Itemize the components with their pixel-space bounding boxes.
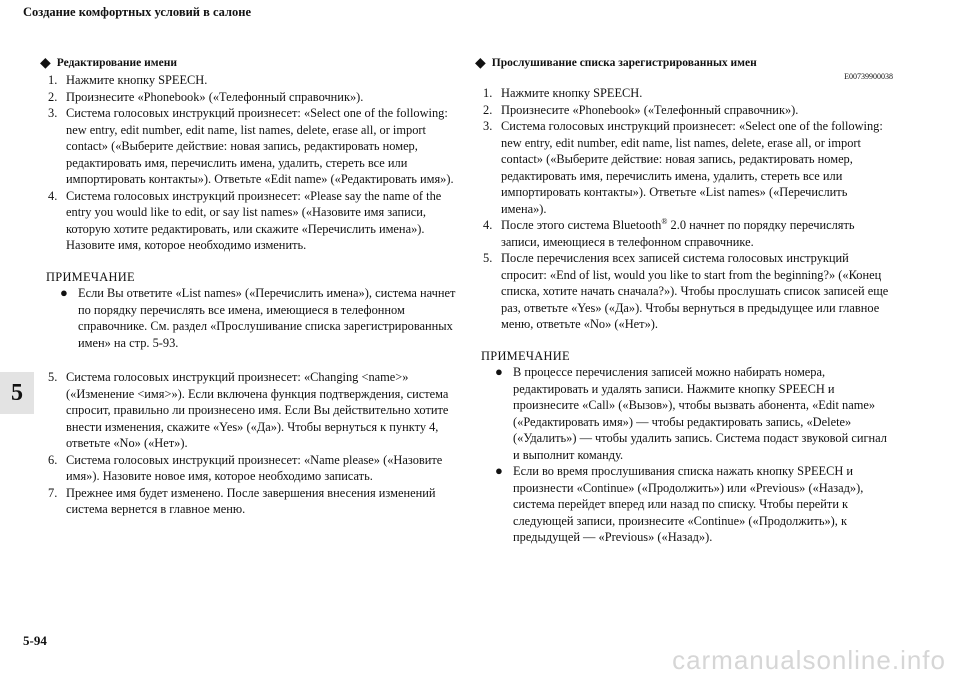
step-number: 3. <box>48 106 58 120</box>
page-number: 5-94 <box>23 633 47 648</box>
step-text: Система голосовых инструкций произнесет: «Please say the name of the entry you would like to edit, or say list names» («Назовите имя записи, которую хотите редактировать, или скажите «Перечислить имена»). Назовите имя, которое необходимо изменить. <box>66 188 442 252</box>
list-item <box>48 188 458 254</box>
list-item <box>48 485 458 518</box>
list-item <box>48 452 458 485</box>
step-number: 5. <box>483 251 493 265</box>
step-text: Система голосовых инструкций произнесет: «Select one of the following: new entry, edit number, edit name, list names, delete, erase all, or import contact» («Выберите действие: новая запись, редактировать номер, редактировать имя, перечислить имена, удалить, стереть все или импортировать контакты»). Ответьте «List names» («Перечислить имена»). <box>501 119 883 216</box>
step-text: Система голосовых инструкций произнесет: «Name please» («Назовите имя»). Назовите новое имя, которое необходимо записать. <box>66 452 443 483</box>
list-item <box>48 105 458 188</box>
note-text: Если во время прослушивания списка нажать кнопку SPEECH и произнести «Continue» («Продолжить») или «Previous» («Назад»), система перейдет вперед или назад по списку. Чтобы перейти к следующей записи, произнесите «Continue» («Продолжить»), к предыдущей — «Previous» («Назад»). <box>513 464 864 544</box>
list-item <box>48 72 458 89</box>
note-text: Если Вы ответите «List names» («Перечислить имена»), система начнет по порядку перечислять все имена, имеющиеся в телефонном справочнике. См. раздел «Прослушивание списка зарегистрированных имен» на стр. 5-93. <box>78 286 456 350</box>
step-text-part: 2.0 начнет по порядку перечислять записи, имеющиеся в телефонном справочнике. <box>501 218 855 249</box>
registered-mark: ® <box>661 216 668 226</box>
step-text: Система голосовых инструкций произнесет: «Changing <name>» («Изменение <имя>»). Если включена функция подтверждения, система спросит, правильно ли произнесено имя. Если Вы действительно хотите внести изменения, скажите «Yes» («Да»). Чтобы вернуться к пункту 4, ответьте «No» («Нет»). <box>66 370 449 450</box>
section-title-list-names <box>475 55 895 81</box>
note-bullet <box>60 285 458 351</box>
list-item <box>483 250 895 333</box>
step-number: 5. <box>48 370 58 384</box>
section-code: E00739900038 <box>844 72 893 81</box>
step-text: Прежнее имя будет изменено. После завершения внесения изменений система вернется в главное меню. <box>66 485 436 516</box>
step-text: Произнесите «Phonebook» («Телефонный справочник»). <box>501 102 799 117</box>
step-text-part: После этого система Bluetooth <box>501 218 662 232</box>
diamond-icon: ◆ <box>475 56 486 71</box>
list-item <box>483 118 895 217</box>
bullet-icon: ● <box>495 364 503 379</box>
list-item <box>48 369 458 452</box>
chapter-tab <box>0 372 34 414</box>
step-number: 2. <box>48 89 58 104</box>
note-title: ПРИМЕЧАНИЕ <box>481 348 570 363</box>
page-header: Создание комфортных условий в салоне <box>23 5 252 19</box>
step-number: 4. <box>48 188 58 203</box>
note-bullet <box>495 364 895 463</box>
bullet-icon: ● <box>495 463 503 478</box>
step-text: Нажмите кнопку SPEECH. <box>501 86 643 100</box>
step-number: 3. <box>483 119 493 133</box>
watermark: carmanualsonline.info <box>672 645 946 675</box>
section-title-edit-name <box>40 55 458 72</box>
list-item <box>483 217 895 250</box>
step-text: После перечисления всех записей система голосовых инструкций спросит: «End of list, would you like to start from the beginning?» («Конец списка, хотите начать сначала?»). Чтобы прослушать список записей еще раз, ответьте «Yes» («Да»). Чтобы вернуться в предыдущее или главное меню, ответьте «No» («Нет»). <box>501 251 889 331</box>
step-number: 4. <box>483 218 493 232</box>
step-number: 1. <box>483 86 493 100</box>
left-column <box>40 55 458 518</box>
step-number: 7. <box>48 485 58 500</box>
list-item <box>483 102 895 119</box>
section-title-text: Прослушивание списка зарегистрированных имен <box>491 57 757 69</box>
note-text: В процессе перечисления записей можно набирать номера, редактировать и удалять записи. Нажмите кнопку SPEECH и произнесите «Call» («Вызов»), чтобы вызвать абонента, «Edit name» («Редактировать имя») — чтобы редактировать запись, «Delete» («Удалить») — чтобы удалить запись. Система подаст звуковой сигнал и выполнит команду. <box>513 365 887 462</box>
step-number: 2. <box>483 102 493 117</box>
step-number: 6. <box>48 452 58 467</box>
step-text <box>501 217 895 250</box>
bullet-icon: ● <box>60 285 68 300</box>
note-title: ПРИМЕЧАНИЕ <box>46 269 135 284</box>
step-text: Произнесите «Phonebook» («Телефонный справочник»). <box>66 89 364 104</box>
chapter-number: 5 <box>11 380 23 406</box>
list-item <box>483 85 895 102</box>
diamond-icon: ◆ <box>40 56 51 71</box>
section-title-text: Редактирование имени <box>56 57 177 69</box>
note-bullet <box>495 463 895 546</box>
step-text: Система голосовых инструкций произнесет: «Select one of the following: new entry, edit number, edit name, list names, delete, erase all, or import contact» («Выберите действие: новая запись, редактировать номер, редактировать имя, перечислить имена, удалить, стереть все или импортировать контакты»). Ответьте «Edit name» («Редактировать имя»). <box>66 106 454 186</box>
step-text: Нажмите кнопку SPEECH. <box>66 73 208 87</box>
list-item <box>48 89 458 106</box>
step-number: 1. <box>48 73 58 87</box>
right-column <box>475 55 895 546</box>
